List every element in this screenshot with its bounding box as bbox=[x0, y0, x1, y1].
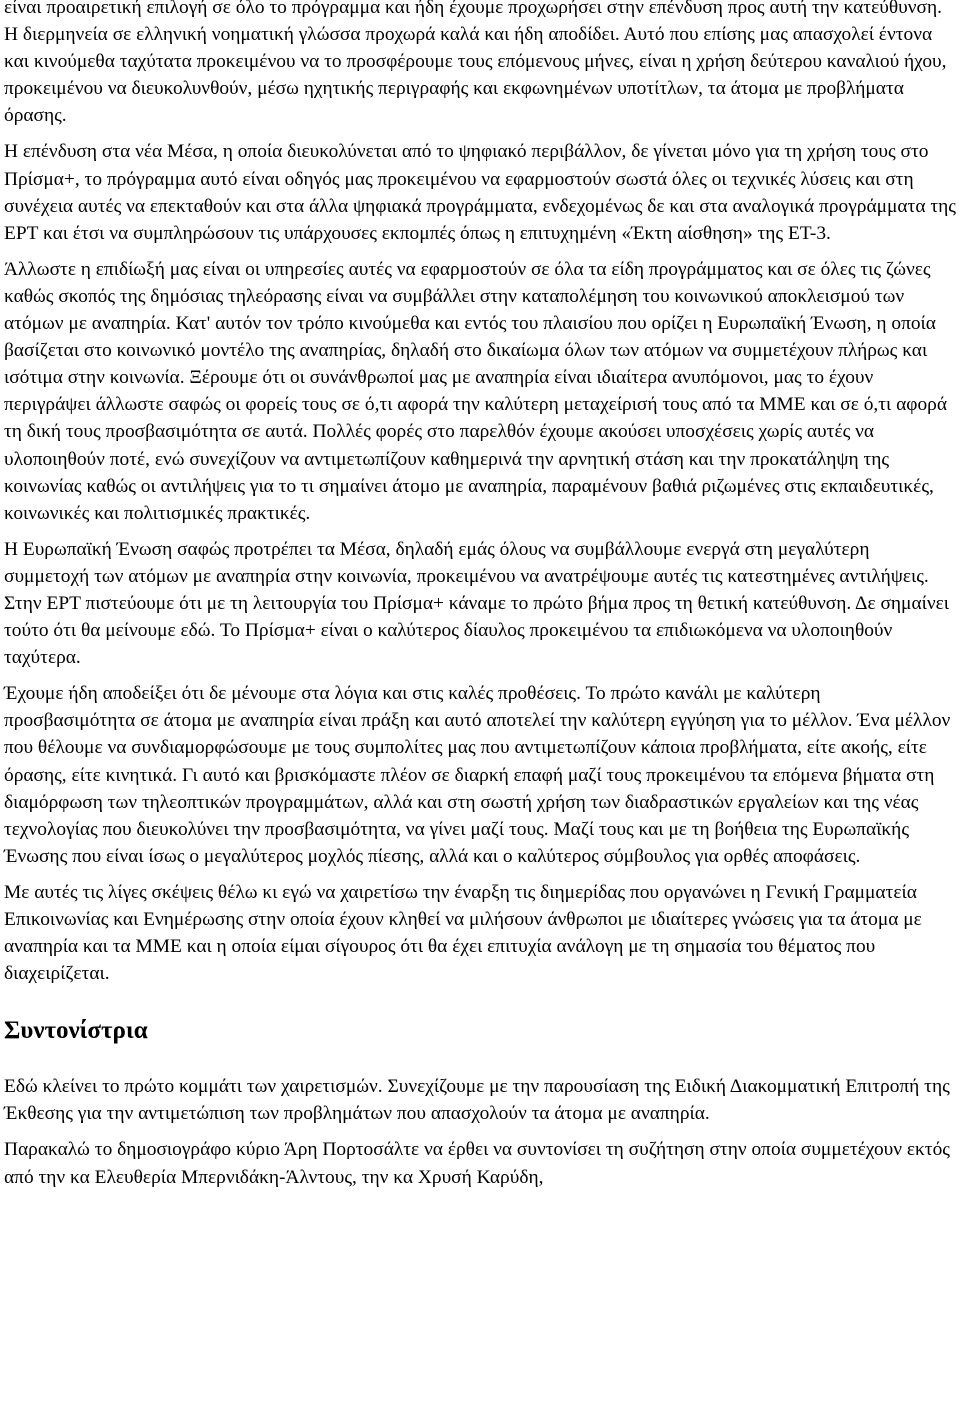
paragraph-1: είναι προαιρετική επιλογή σε όλο το πρόγραμμα και ήδη έχουμε προχωρήσει στην επένδυση προς αυτή την κατεύθυνση. Η διερμηνεία σε ελληνική νοηματική γλώσσα προχωρά καλά και ήδη αποδίδει. Αυτό που επίσης μας απασχολεί έντονα και κινούμεθα ταχύτατα προκειμένου να το προσφέρουμε τους επόμενους μήνες, είναι η χρήση δεύτερου καναλιού ήχου, προκειμένου να διευκολυνθούν, μέσω ηχητικής περιγραφής και εκφωνημένων υποτίτλων, τα άτομα με προβλήματα όρασης. bbox=[4, 0, 947, 127]
paragraph-4: Η Ευρωπαϊκή Ένωση σαφώς προτρέπει τα Μέσα, δηλαδή εμάς όλους να συμβάλλουμε ενεργά στη μεγαλύτερη συμμετοχή των ατόμων με αναπηρία στην κοινωνία, προκειμένου να ανατρέψουμε αυτές τις κατεστημένες αντιλήψεις. Στην ΕΡΤ πιστεύουμε ότι με τη λειτουργία του Πρίσμα+ κάναμε το πρώτο βήμα προς τη θετική κατεύθυνση. Δε σημαίνει τούτο ότι θα μείνουμε εδώ. Το Πρίσμα+ είναι ο καλύτερος δίαυλος προκειμένου τα επιδιωκόμενα να υλοποιηθούν ταχύτερα. bbox=[4, 538, 949, 669]
paragraph-8: Παρακαλώ το δημοσιογράφο κύριο Άρη Πορτοσάλτε να έρθει να συντονίσει τη συζήτηση στην οποία συμμετέχουν εκτός από την κα Ελευθερία Μπερνιδάκη-Άλντους, την κα Χρυσή Καρύδη, bbox=[4, 1139, 950, 1188]
paragraph-2: Η επένδυση στα νέα Μέσα, η οποία διευκολύνεται από το ψηφιακό περιβάλλον, δε γίνεται μόνο για τη χρήση τους στο Πρίσμα+, το πρόγραμμα αυτό είναι οδηγός μας προκειμένου να εφαρμοστούν σωστά όλες οι τεχνικές λύσεις και στη συνέχεια αυτές να επεκταθούν και στα άλλα ψηφιακά προγράμματα, ενδεχομένως δε και στα αναλογικά προγράμματα της ΕΡΤ και έτσι να συμπληρώσουν τις υπάρχουσες εκπομπές όπως η επιτυχημένη «Έκτη αίσθηση» της ΕΤ-3. bbox=[4, 141, 956, 244]
section-heading-moderator: Συντονίστρια bbox=[4, 1017, 148, 1045]
document-page bbox=[4, 0, 956, 1200]
paragraph-7: Εδώ κλείνει το πρώτο κομμάτι των χαιρετισμών. Συνεχίζουμε με την παρουσίαση της Ειδική Διακομματική Επιτροπή της Έκθεσης για την αντιμετώπιση των προβλημάτων που απασχολούν τα άτομα με αναπηρία. bbox=[4, 1076, 950, 1125]
paragraph-6: Με αυτές τις λίγες σκέψεις θέλω κι εγώ να χαιρετίσω την έναρξη τις διημερίδας που οργανώνει η Γενική Γραμματεία Επικοινωνίας και Ενημέρωσης στην οποία έχουν κληθεί να μιλήσουν άνθρωποι με ιδιαίτερες γνώσεις για τα άτομα με αναπηρία και τα ΜΜΕ και η οποία είμαι σίγουρος ότι θα έχει επιτυχία ανάλογη με τη σημασία του θέματος που διαχειρίζεται. bbox=[4, 881, 922, 985]
paragraph-5: Έχουμε ήδη αποδείξει ότι δε μένουμε στα λόγια και στις καλές προθέσεις. Το πρώτο κανάλι με καλύτερη προσβασιμότητα σε άτομα με αναπηρία είναι πράξη και αυτό αποτελεί την καλύτερη εγγύηση για το μέλλον. Ένα μέλλον που θέλουμε να συνδιαμορφώσουμε με τους συμπολίτες μας που αντιμετωπίζουν κάποια προβλήματα, είτε ακοής, είτε όρασης, είτε κινητικά. Γι αυτό και βρισκόμαστε πλέον σε διαρκή επαφή μαζί τους προκειμένου τα επόμενα βήματα στη διαμόρφωση των τηλεοπτικών προγραμμάτων, αλλά και στη σωστή χρήση των διαδραστικών εργαλείων και της νέας τεχνολογίας που διευκολύνει την προσβασιμότητα, να γίνει μαζί τους. Μαζί τους και με τη βοήθεια της Ευρωπαϊκής Ένωσης που είναι ίσως ο μεγαλύτερος μοχλός πίεσης, αλλά και ο καλύτερος σύμβουλος για ορθές αποφάσεις. bbox=[4, 683, 951, 867]
paragraph-3: Άλλωστε η επιδίωξή μας είναι οι υπηρεσίες αυτές να εφαρμοστούν σε όλα τα είδη προγράμματος και σε όλες τις ζώνες καθώς σκοπός της δημόσιας τηλεόρασης είναι να συμβάλλει στην καταπολέμηση του κοινωνικού αποκλεισμού των ατόμων με αναπηρία. Κατ' αυτόν τον τρόπο κινούμεθα και εντός του πλαισίου που ορίζει η Ευρωπαϊκή Ένωση, η οποία βασίζεται στο κοινωνικό μοντέλο της αναπηρίας, δηλαδή στο δικαίωμα όλων των ατόμων να συμμετέχουν πλήρως και ισότιμα στην κοινωνία. Ξέρουμε ότι οι συνάνθρωποί μας με αναπηρία είναι ιδιαίτερα ανυπόμονοι, μας το έχουν περιγράψει άλλωστε σαφώς οι φορείς τους σε ό,τι αφορά την καλύτερη μεταχείρισή τους από τα ΜΜΕ και σε ό,τι αφορά τη δική τους προσβασιμότητα σε αυτά. Πολλές φορές στο παρελθόν έχουμε ακούσει υποσχέσεις χωρίς αυτές να υλοποιηθούν ποτέ, ενώ συνεχίζουν να αντιμετωπίζουν καθημερινά την αρνητική στάση και την προκατάληψη της κοινωνίας καθώς οι αντιλήψεις για το τι σημαίνει άτομο με αναπηρία, παραμένουν βαθιά ριζωμένες στις εκπαιδευτικές, κοινωνικές και πολιτισμικές πρακτικές. bbox=[4, 258, 948, 524]
